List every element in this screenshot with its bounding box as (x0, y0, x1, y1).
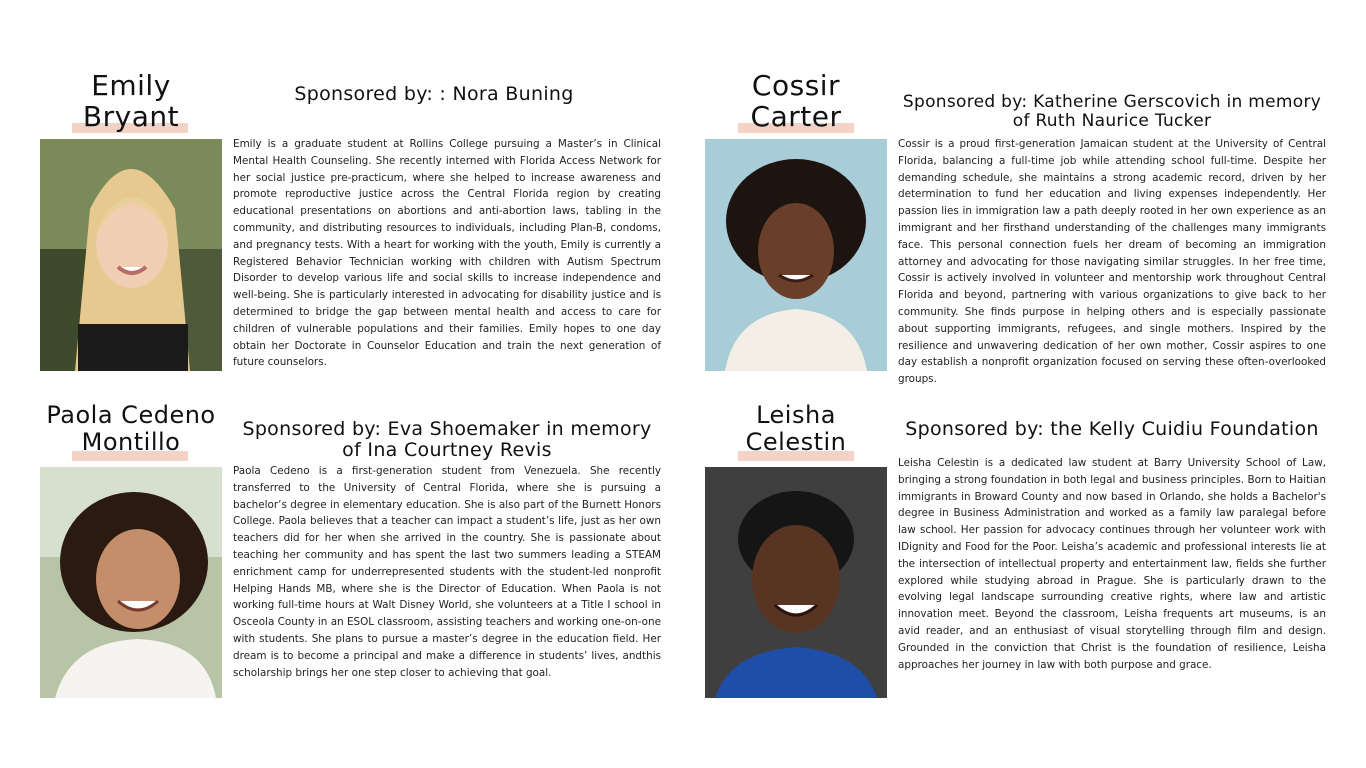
student-name-line1: Paola Cedeno (46, 401, 216, 429)
sponsor-line: Sponsored by: : Nora Buning (294, 83, 574, 105)
student-name (30, 402, 232, 456)
student-name-line2: Carter (750, 100, 842, 133)
student-name (705, 402, 887, 456)
student-name-line2: Bryant (82, 100, 180, 133)
student-photo (40, 139, 222, 371)
sponsor-line: Sponsored by: Eva Shoemaker in memory of Ina Courtney Revis (242, 418, 652, 461)
student-bio: Leisha Celestin is a dedicated law student at Barry University School of Law, bringing a strong foundation in both legal and business principles. Born to Haitian immigrants in Broward County and now based in Orlando, she holds a Bachelor's degree in Business Administration and worked as a family law paralegal before law school. Her passion for advocacy continues through her volunteer work with IDignity and Food for the Poor. Leisha’s academic and professional interests lie at the intersection of intellectual property and entertainment law, fields she further explored while studying abroad in Prague. She is particularly drawn to the evolving legal landscape surrounding creative rights, where law and artistic innovation meet. Beyond the classroom, Leisha frequents art museums, is an avid reader, and an enthusiast of visual storytelling through film and design. Grounded in the conviction that Christ is the foundation of resilience, Leisha approaches her journey in law with both purpose and grace. (898, 457, 1326, 671)
student-photo (705, 467, 887, 698)
student-name-line1: Leisha (756, 401, 836, 429)
student-name (40, 70, 222, 132)
student-name-line2: Montillo (81, 428, 181, 456)
student-name-line1: Emily (91, 69, 171, 102)
student-name (705, 70, 887, 132)
student-name-line2: Celestin (745, 428, 847, 456)
student-photo (705, 139, 887, 371)
student-bio: Emily is a graduate student at Rollins College pursuing a Master’s in Clinical Mental Health Counseling. She recently interned with Florida Access Network for her social justice pre-practicum, where she helped to increase awareness and promote reproductive justice across the Central Florida region by creating educational presentations on abortions and anti-abortion laws, tabling in the community, and distributing resources to individuals, including Plan-B, condoms, and pregnancy tests. With a heart for working with the youth, Emily is currently a Registered Behavior Technician working with children with Autism Spectrum Disorder to develop various life and social skills to increase independence and well-being. She is particularly interested in advocating for disability justice and is determined to bridge the gap between mental health and access to care for children of vulnerable populations and their families. Emily hopes to one day obtain her Doctorate in Counselor Education and train the next generation of future counselors. (233, 138, 661, 369)
sponsor-line: Sponsored by: Katherine Gerscovich in memory of Ruth Naurice Tucker (902, 92, 1322, 131)
sponsor-line: Sponsored by: the Kelly Cuidiu Foundation (905, 418, 1319, 440)
student-name-line1: Cossir (751, 69, 841, 102)
student-bio: Paola Cedeno is a first-generation student from Venezuela. She recently transferred to the University of Central Florida, where she is pursuing a bachelor’s degree in elementary education. She is also part of the Burnett Honors College. Paola believes that a teacher can impact a student’s life, just as her own teachers did for her when she arrived in the country. She is passionate about teaching her community and has spent the last two summers leading a STEAM enrichment camp for underrepresented students with the student-led nonprofit Helping Hands MB, where she is the Director of Education. When Paola is not working full-time hours at Walt Disney World, she volunteers at a Title I school in Osceola County in an ESOL classroom, assisting teachers and working one-on-one with students. She plans to pursue a master’s degree in the education field. Her dream is to become a principal and make a difference in students’ lives, andthis scholarship brings her one step closer to achieving that goal. (233, 465, 661, 679)
student-photo (40, 467, 222, 698)
student-bio: Cossir is a proud first-generation Jamaican student at the University of Central Florida, balancing a full-time job while attending school full-time. Despite her demanding schedule, she maintains a strong academic record, driven by her determination to fund her education and living expenses independently. Her passion lies in immigration law a path deeply rooted in her own experience as an immigrant and her firsthand understanding of the challenges many immigrants face. This personal connection fuels her dream of becoming an immigration attorney and advocating for those navigating similar struggles. In her free time, Cossir is actively involved in volunteer and mentorship work throughout Central Florida and beyond, partnering with various organizations to give back to her community. She finds purpose in helping others and is especially passionate about supporting immigrants, refugees, and single mothers. Inspired by the resilience and unwavering dedication of her own mother, Cossir aspires to one day establish a nonprofit organization focused on serving these often-overlooked groups. (898, 138, 1326, 386)
